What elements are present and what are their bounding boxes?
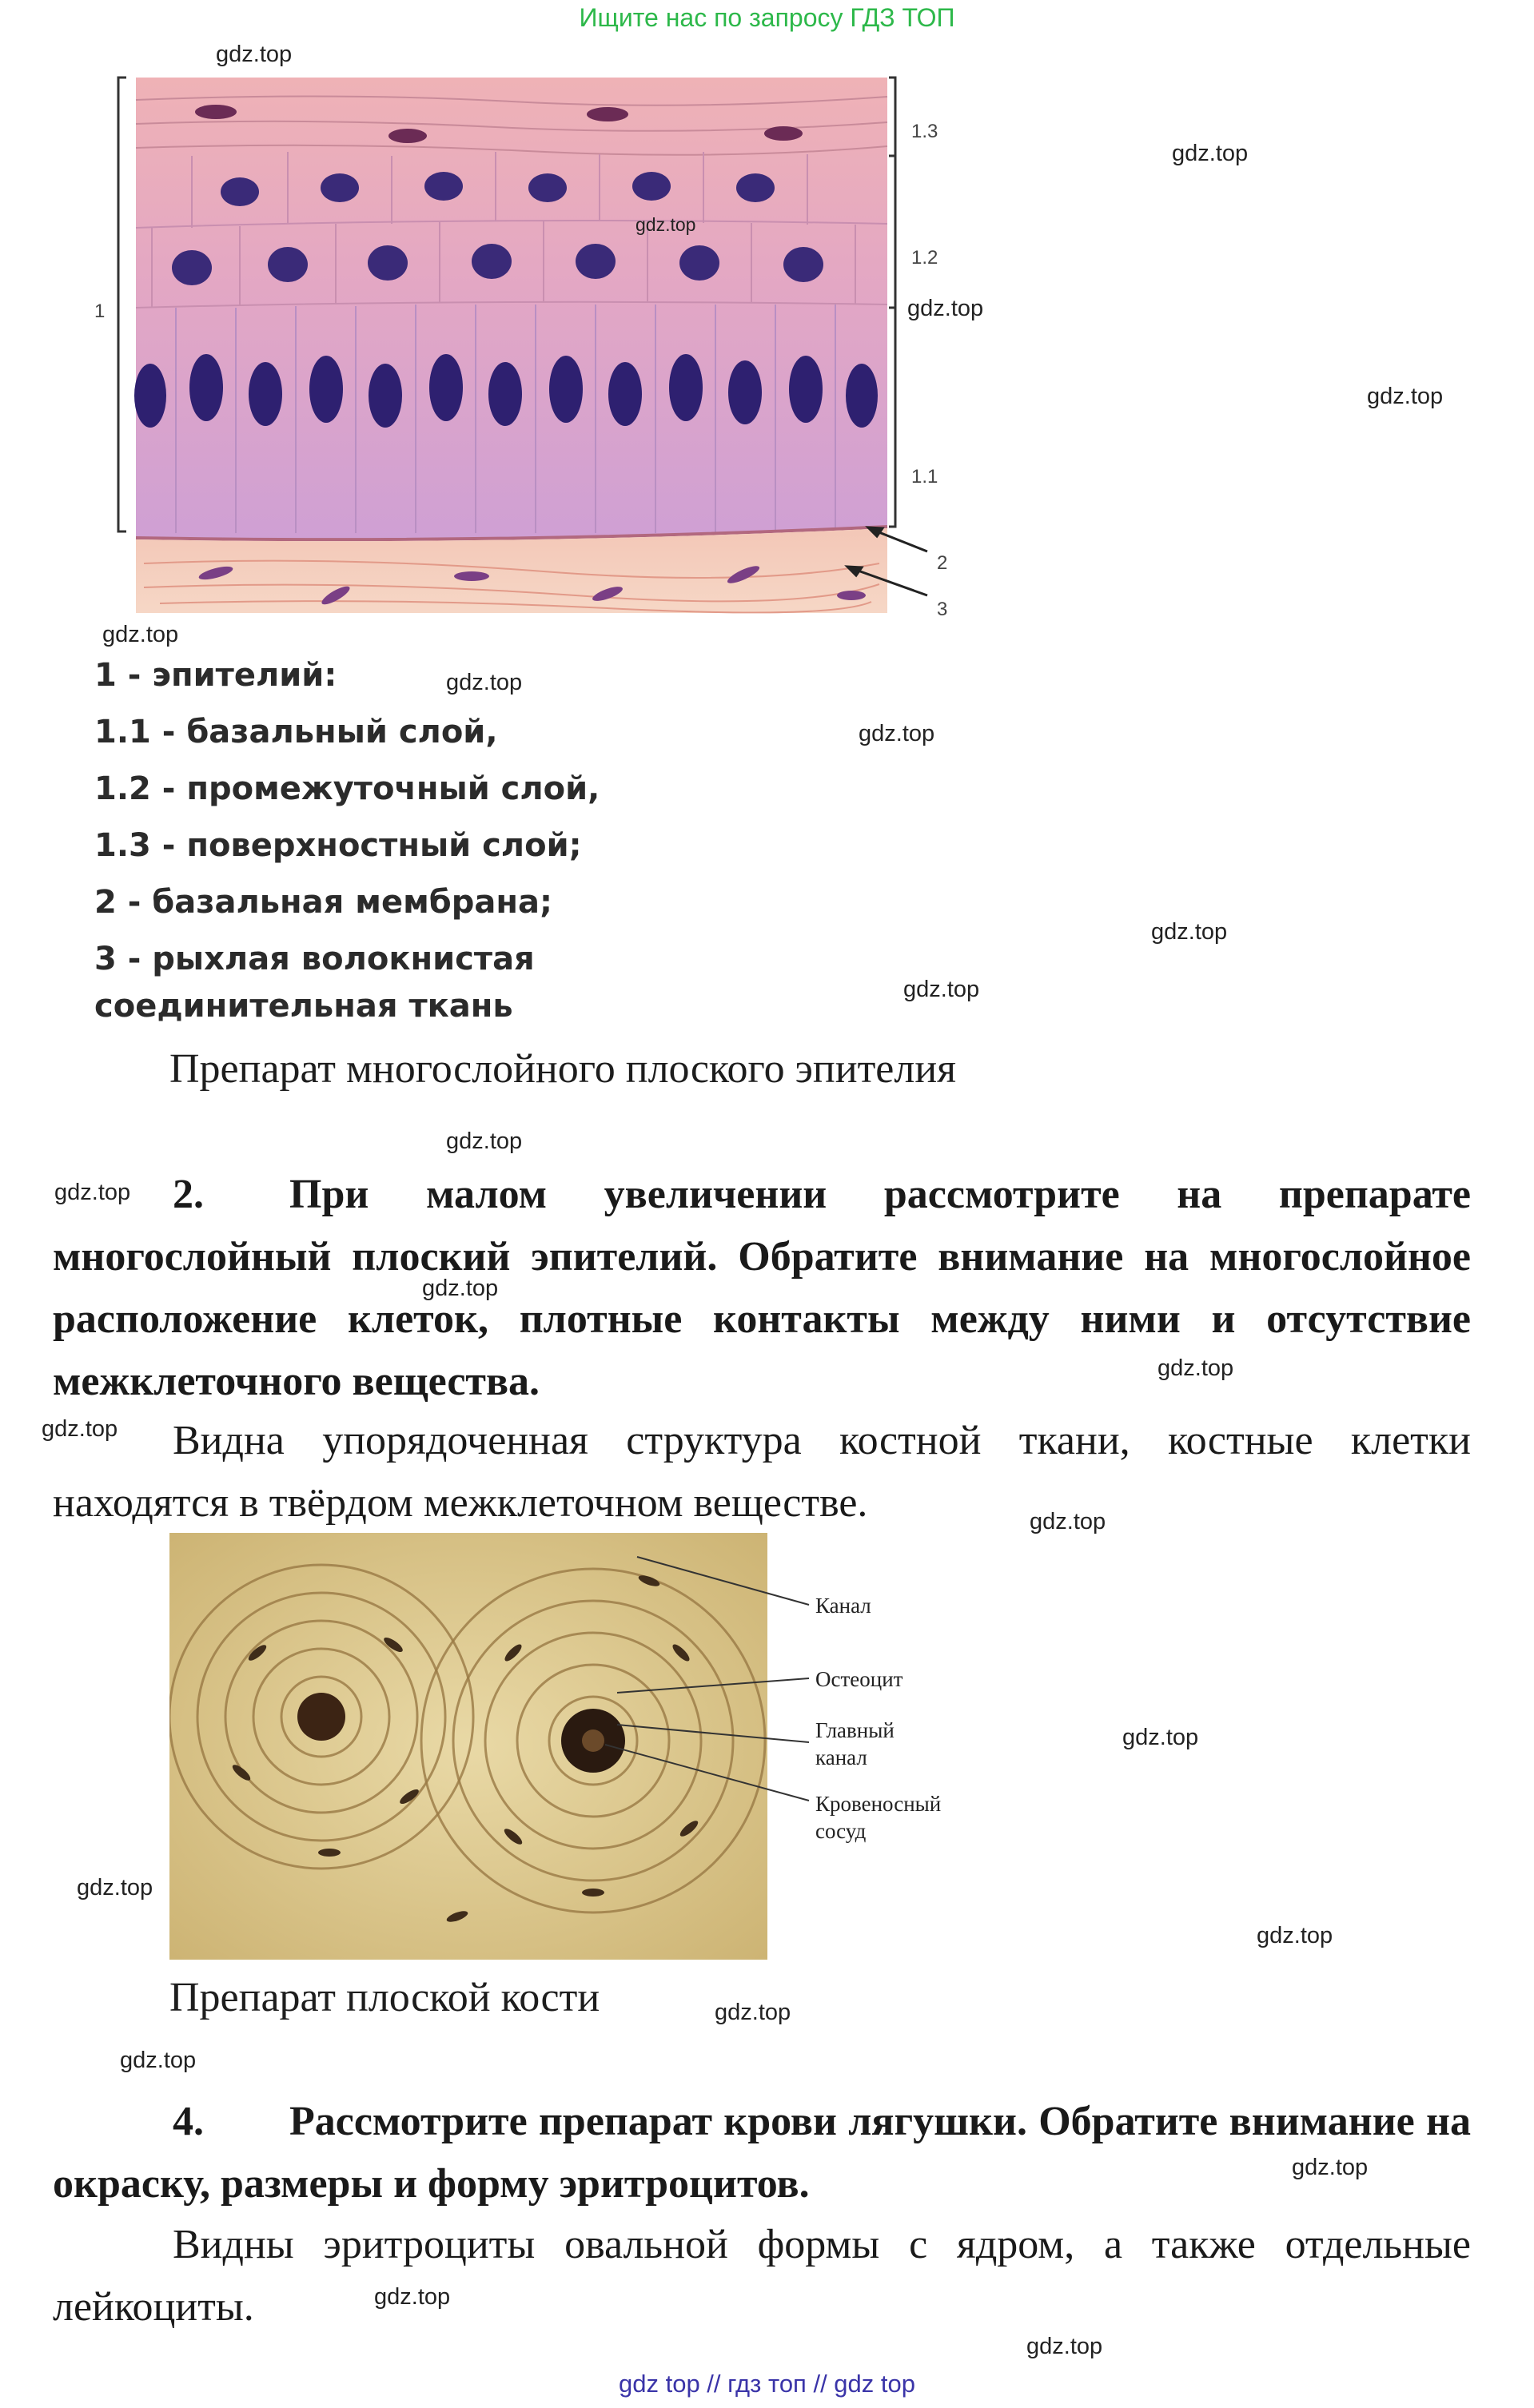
watermark: gdz.top <box>446 1128 523 1154</box>
watermark: gdz.top <box>636 214 696 235</box>
watermark: gdz.top <box>374 2284 451 2310</box>
label-basal-layer: 1.1 <box>911 466 938 488</box>
watermark: gdz.top <box>1367 384 1444 409</box>
label-canal: Канал <box>815 1594 871 1618</box>
task4-text: Рассмотрите препарат крови лягушки. Обратите внимание на окраску, размеры и форму эритроцитов. <box>53 2099 1471 2207</box>
label-surface-layer: 1.3 <box>911 121 938 142</box>
watermark: gdz.top <box>422 1276 499 1301</box>
watermark: gdz.top <box>1292 2155 1369 2180</box>
figure2-caption: Препарат плоской кости <box>169 1975 600 2020</box>
epithelium-bracket <box>118 78 126 531</box>
figure1-caption: Препарат многослойного плоского эпителия <box>169 1046 957 1092</box>
watermark: gdz.top <box>42 1416 118 1442</box>
label-blood-vessel: сосуд <box>815 1819 867 1843</box>
task2-number: 2. <box>173 1172 204 1217</box>
watermark: gdz.top <box>54 1180 131 1205</box>
watermark: gdz.top <box>216 42 293 67</box>
label-basement-membrane: 2 <box>937 552 948 574</box>
label-epithelium: 1 <box>94 301 106 322</box>
legend-line: соединительная ткань <box>94 988 513 1025</box>
watermark: gdz.top <box>446 670 523 695</box>
label-main-canal: Главный <box>815 1718 895 1742</box>
watermark: gdz.top <box>907 296 984 321</box>
epithelium-figure <box>96 44 975 627</box>
watermark: gdz.top <box>1151 919 1228 945</box>
watermark: gdz.top <box>903 977 980 1002</box>
watermark: gdz.top <box>1157 1355 1234 1381</box>
task4-paragraph <box>53 2091 1471 2215</box>
label-connective-tissue: 3 <box>937 599 948 620</box>
answer2-paragraph <box>53 1410 1471 1534</box>
surface-bracket <box>889 78 895 156</box>
legend-line: 1.2 - промежуточный слой, <box>94 770 600 807</box>
watermark: gdz.top <box>859 721 935 746</box>
label-blood-vessel: Кровеносный <box>815 1792 942 1816</box>
bone-figure <box>169 1533 1001 1964</box>
answer4-text: Видны эритроциты овальной формы с ядром, а также отдельные лейкоциты. <box>53 2222 1471 2330</box>
watermark: gdz.top <box>1030 1509 1106 1534</box>
task2-paragraph <box>53 1164 1471 1413</box>
watermark: gdz.top <box>77 1875 153 1901</box>
watermark: gdz.top <box>1257 1923 1333 1948</box>
task4-number: 4. <box>173 2099 204 2144</box>
legend-line: 1.3 - поверхностный слой; <box>94 827 582 864</box>
legend-line: 1.1 - базальный слой, <box>94 714 498 750</box>
label-main-canal: канал <box>815 1745 867 1769</box>
task2-text: При малом увеличении рассмотрите на препарате многослойный плоский эпителий. Обратите внимание на многослойное расположение клеток, плотные контакты между ними и отсутствие межклеточного вещества. <box>53 1172 1471 1404</box>
watermark: gdz.top <box>1026 2334 1103 2359</box>
footer-links[interactable]: gdz top // гдз топ // gdz top <box>619 2370 915 2398</box>
watermark: gdz.top <box>1172 141 1249 166</box>
label-osteocyte: Остеоцит <box>815 1667 903 1691</box>
label-intermediate-layer: 1.2 <box>911 247 938 269</box>
watermark: gdz.top <box>1122 1725 1199 1750</box>
blood-vessel <box>582 1729 604 1752</box>
legend-line: 3 - рыхлая волокнистая <box>94 941 535 977</box>
basal-bracket <box>889 308 895 527</box>
top-banner[interactable]: Ищите нас по запросу ГДЗ ТОП <box>579 3 955 32</box>
answer4-paragraph <box>53 2214 1471 2338</box>
central-canal-left <box>297 1693 345 1741</box>
watermark: gdz.top <box>102 622 179 647</box>
watermark: gdz.top <box>715 2000 791 2025</box>
legend-line: 2 - базальная мембрана; <box>94 884 552 921</box>
watermark: gdz.top <box>120 2048 197 2073</box>
intermediate-bracket <box>889 156 895 308</box>
answer2-text: Видна упорядоченная структура костной ткани, костные клетки находятся в твёрдом межклеточном веществе. <box>53 1418 1471 1526</box>
legend-line: 1 - эпителий: <box>94 657 337 694</box>
